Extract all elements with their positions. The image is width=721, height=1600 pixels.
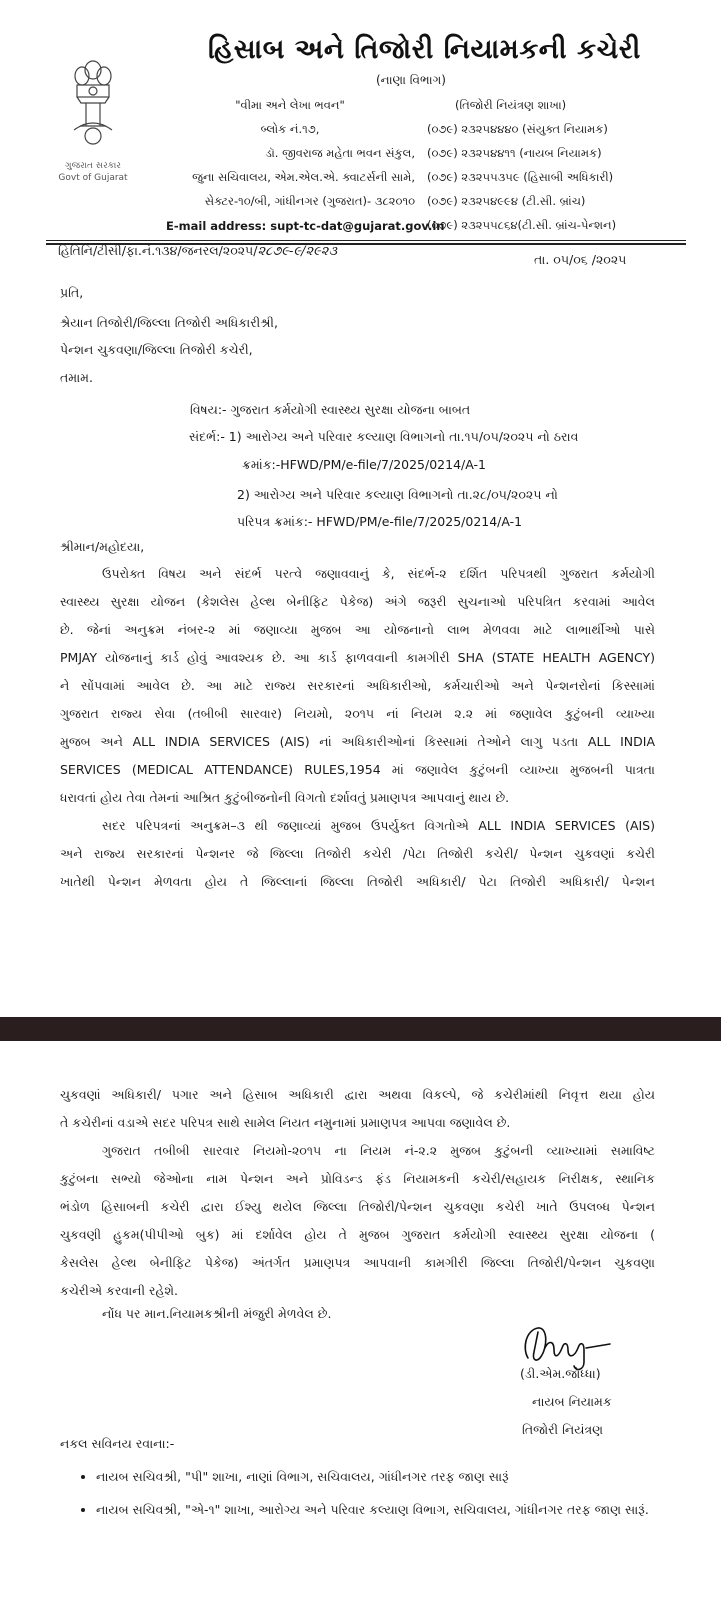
reference-2-number: પરિપત્ર ક્રમાંક:- HFWD/PM/e-file/7/2025/0214/A-1 bbox=[237, 514, 523, 529]
emblem-caption-english: Govt of Gujarat bbox=[58, 173, 128, 183]
phone-accounts-officer: (૦૭૯) ૨૩૨૫૫૩૫૯ (હિસાબી અધિકારી) bbox=[427, 170, 614, 184]
reference-1-number: ક્રમાંક:-HFWD/PM/e-file/7/2025/0214/A-1 bbox=[242, 457, 486, 472]
reference-1: સંદર્ભ:- 1) આરોગ્ય અને પરિવાર કલ્યાણ વિભાગનો તા.૧૫/૦૫/૨૦૨૫ નો ઠરાવ bbox=[189, 429, 579, 444]
paragraph-line: કેસલેસ હેલ્થ બેનીફિટ પેકેજ) અંતર્ગત પ્રમાણપત્ર આપવાની કામગીરી જિલ્લા તિજોરી/પેન્શન ચુકવણા bbox=[60, 1255, 655, 1270]
salutation: શ્રીમાન/મહોદયા, bbox=[60, 539, 145, 554]
paragraph-line: તે કચેરીનાં વડાએ સદર પરિપત્ર સાથે સામેલ નિયત નમુનામાં પ્રમાણપત્ર આપવા જણાવેલ છે. bbox=[60, 1115, 511, 1130]
copy-recipient-item: • નાયબ સચિવશ્રી, "એ-૧" શાખા, આરોગ્ય અને પરિવાર કલ્યાણ વિભાગ, સચિવાલય, ગાંધીનગર તરફ જાણ સારૂં. bbox=[96, 1496, 686, 1523]
reference-number-handwritten: ૨૮૭૯-૯/૨૯૨૩ bbox=[257, 244, 338, 259]
paragraph-line: ચુકવણી હુકમ(પીપીઓ બુક) માં દર્શાવેલ હોય તે મુજબ ગુજરાત કર્મયોગી સ્વાસ્થ્ય સુરક્ષા યોજના ( bbox=[60, 1227, 655, 1242]
header-divider-thin bbox=[46, 240, 686, 241]
reference-number bbox=[58, 243, 337, 259]
addressee-line-3: તમામ. bbox=[60, 370, 93, 385]
signatory-office: તિજોરી નિયંત્રણ bbox=[522, 1422, 604, 1437]
reference-2: 2) આરોગ્ય અને પરિવાર કલ્યાણ વિભાગનો તા.૨૮/૦૫/૨૦૨૫ નો bbox=[237, 487, 558, 502]
paragraph-line: સ્વાસ્થ્ય સુરક્ષા યોજન (કેશલેસ હેલ્થ બેનીફિટ પેકેજ) અંગે જરૂરી સુચનાઓ પરિપત્રિત કરવામાં આવેલ bbox=[60, 594, 655, 609]
subject-line: વિષય:- ગુજરાત કર્મયોગી સ્વાસ્થ્ય સુરક્ષા યોજના બાબત bbox=[190, 402, 471, 417]
body-paragraph-3 bbox=[60, 1137, 655, 1305]
copy-recipient-list bbox=[78, 1463, 686, 1529]
address-landmark: જુના સચિવાલય, એમ.એલ.એ. ક્વાટર્સની સામે, bbox=[192, 170, 415, 184]
paragraph-line: કચેરીએ કરવાની રહેશે. bbox=[60, 1283, 178, 1298]
address-building: "વીમા અને લેખા ભવન" bbox=[235, 98, 345, 112]
phone-tc-branch: (૦૭૯) ૨૩૨૫૪૯૯૪ (ટી.સી. બ્રાંચ) bbox=[427, 194, 586, 208]
address-city: સેક્ટર-૧૦/બી, ગાંધીનગર (ગુજરાત)- ૩૮૨૦૧૦ bbox=[204, 194, 415, 208]
paragraph-line: ખાતેથી પેન્શન મેળવતા હોય તે જિલ્લાનાં જિલ્લા તિજોરી અધિકારી/ પેટા તિજોરી અધિકારી/ પેન્શન bbox=[60, 874, 655, 889]
body-paragraph-1 bbox=[60, 560, 655, 812]
address-block: બ્લોક નં.૧૭, bbox=[260, 122, 320, 136]
page-separator-band bbox=[0, 1017, 721, 1041]
branch-label: (તિજોરી નિયંત્રણ શાખા) bbox=[455, 98, 567, 112]
paragraph-line: PMJAY યોજનાનું કાર્ડ હોવું આવશ્યક છે. આ કાર્ડ ફાળવવાની કામગીરી SHA (STATE HEALTH AGENCY) bbox=[60, 650, 655, 665]
paragraph-line: સદર પરિપત્રનાં અનુક્રમ–૩ થી જણાવ્યાં મુજબ ઉપર્યુક્ત વિગતોએ ALL INDIA SERVICES (AIS) bbox=[102, 818, 655, 833]
paragraph-line: કુટુંબના સભ્યો જેઓના નામ પેન્શન અને પ્રોવિડન્ડ ફંડ નિયામકની કચેરી/સહાયક નિરીક્ષક, સ્થાનિક bbox=[60, 1171, 655, 1186]
office-title: હિસાબ અને તિજોરી નિયામકની કચેરી bbox=[208, 34, 641, 65]
paragraph-line: ઉપરોક્ત વિષય અને સંદર્ભ પરત્વે જણાવવાનું કે, સંદર્ભ-૨ દર્શિત પરિપત્રથી ગુજરાત કર્મયોગી bbox=[102, 566, 655, 581]
reference-number-printed: હિતિનિ/ટીસી/ફા.નં.૧૩૪/જનરલ/૨૦૨૫/ bbox=[58, 243, 258, 258]
emblem-caption-gujarati: ગુજરાત સરકાર bbox=[65, 161, 121, 171]
paragraph-line: ધરાવતાં હોય તેવા તેમનાં આશ્રિત કુટુંબીજનોની વિગતો દર્શાવતું પ્રમાણપત્ર આપવાનું થાય છે. bbox=[60, 790, 510, 805]
paragraph-line: ચુકવણાં અધિકારી/ પગાર અને હિસાબ અધિકારી દ્વારા અથવા વિકલ્પે, જે કચેરીમાંથી નિવૃત્ત થયા હોય bbox=[60, 1087, 655, 1102]
government-emblem bbox=[58, 56, 128, 206]
paragraph-line: અને રાજ્ય સરકારનાં પેન્શનર જે જિલ્લા તિજોરી કચેરી /પેટા તિજોરી કચેરી/ પેન્શન ચુકવણાં કચેરી bbox=[60, 846, 655, 861]
paragraph-line: ભંડોળ હિસાબની કચેરી દ્વારા ઈશ્યુ થયેલ જિલ્લા તિજોરી/પેન્શન ચુકવણા કચેરી ખાતે ઉપલબ્ધ પેન્શન bbox=[60, 1199, 655, 1214]
signatory-designation: નાયબ નિયામક bbox=[532, 1394, 612, 1409]
phone-joint-director: (૦૭૯) ૨૩૨૫૪૪૪૦ (સંયુક્ત નિયામક) bbox=[427, 122, 608, 136]
paragraph-line: છે. જેનાં અનુક્રમ નંબર-૨ માં જણાવ્યા મુજબ આ યોજનાનો લાભ મેળવવા માટે લાભાર્થીઓ પાસે bbox=[60, 622, 655, 637]
copy-heading: નકલ સવિનય રવાના:- bbox=[60, 1436, 175, 1451]
paragraph-line: મુજબ અને ALL INDIA SERVICES (AIS) નાં અધિકારીઓનાં કિસ્સામાં તેઓને લાગુ પડતા ALL INDIA bbox=[60, 734, 655, 749]
body-paragraph-2 bbox=[60, 812, 655, 896]
phone-deputy-director: (૦૭૯) ૨૩૨૫૪૪૧૧ (નાયબ નિયામક) bbox=[427, 146, 602, 160]
signatory-name: (ડી.એમ.જોધ્ધા) bbox=[520, 1366, 601, 1381]
approval-note: નોંધ પર માન.નિયામકશ્રીની મંજુરી મેળવેલ છે. bbox=[102, 1306, 332, 1321]
phone-tc-pension: (૦૭૯) ૨૩૨૫૫૮૬૪(ટી.સી. બ્રાંચ-પેન્શન) bbox=[427, 218, 617, 232]
addressee-line-2: પેન્શન ચુકવણા/જિલ્લા તિજોરી કચેરી, bbox=[60, 342, 253, 357]
paragraph-line: ગુજરાત રાજ્ય સેવા (તબીબી સારવાર) નિયમો, ૨૦૧૫ નાં નિયમ ૨.૨ માં જણાવેલ કુટુંબની વ્યાખ્યા bbox=[60, 706, 655, 721]
copy-recipient-item: • નાયબ સચિવશ્રી, "પી" શાખા, નાણાં વિભાગ, સચિવાલય, ગાંધીનગર તરફ જાણ સારૂં bbox=[96, 1463, 686, 1490]
paragraph-line: SERVICES (MEDICAL ATTENDANCE) RULES,1954 માં જણાવેલ કુટુંબની વ્યાખ્યા મુજબની પાત્રતા bbox=[60, 762, 655, 777]
paragraph-line: ને સોંપવામાં આવેલ છે. આ માટે રાજ્ય સરકારનાં અધિકારીઓ, કર્મચારીઓ અને પેન્શનરોનાં કિસ્સામાં bbox=[60, 678, 655, 693]
body-paragraph-2-continued bbox=[60, 1081, 655, 1137]
addressee-line-1: શ્રેયાન તિજોરી/જિલ્લા તિજોરી અધિકારીશ્રી, bbox=[60, 315, 278, 330]
address-complex: ડૉ. જીવરાજ મહેતા ભવન સંકુલ, bbox=[265, 146, 415, 160]
department-label: (નાણા વિભાગ) bbox=[376, 73, 446, 87]
letter-date: તા. ૦૫/૦૬ /૨૦૨૫ bbox=[534, 252, 627, 267]
paragraph-line: ગુજરાત તબીબી સારવાર નિયમો-૨૦૧૫ ના નિયમ નં-૨.૨ મુજબ કુટુંબની વ્યાખ્યામાં સમાવિષ્ટ bbox=[102, 1143, 655, 1158]
email-address: E-mail address: supt-tc-dat@gujarat.gov.in bbox=[166, 219, 445, 233]
addressee-to: પ્રતિ, bbox=[60, 285, 84, 300]
emblem-icon bbox=[68, 56, 118, 156]
